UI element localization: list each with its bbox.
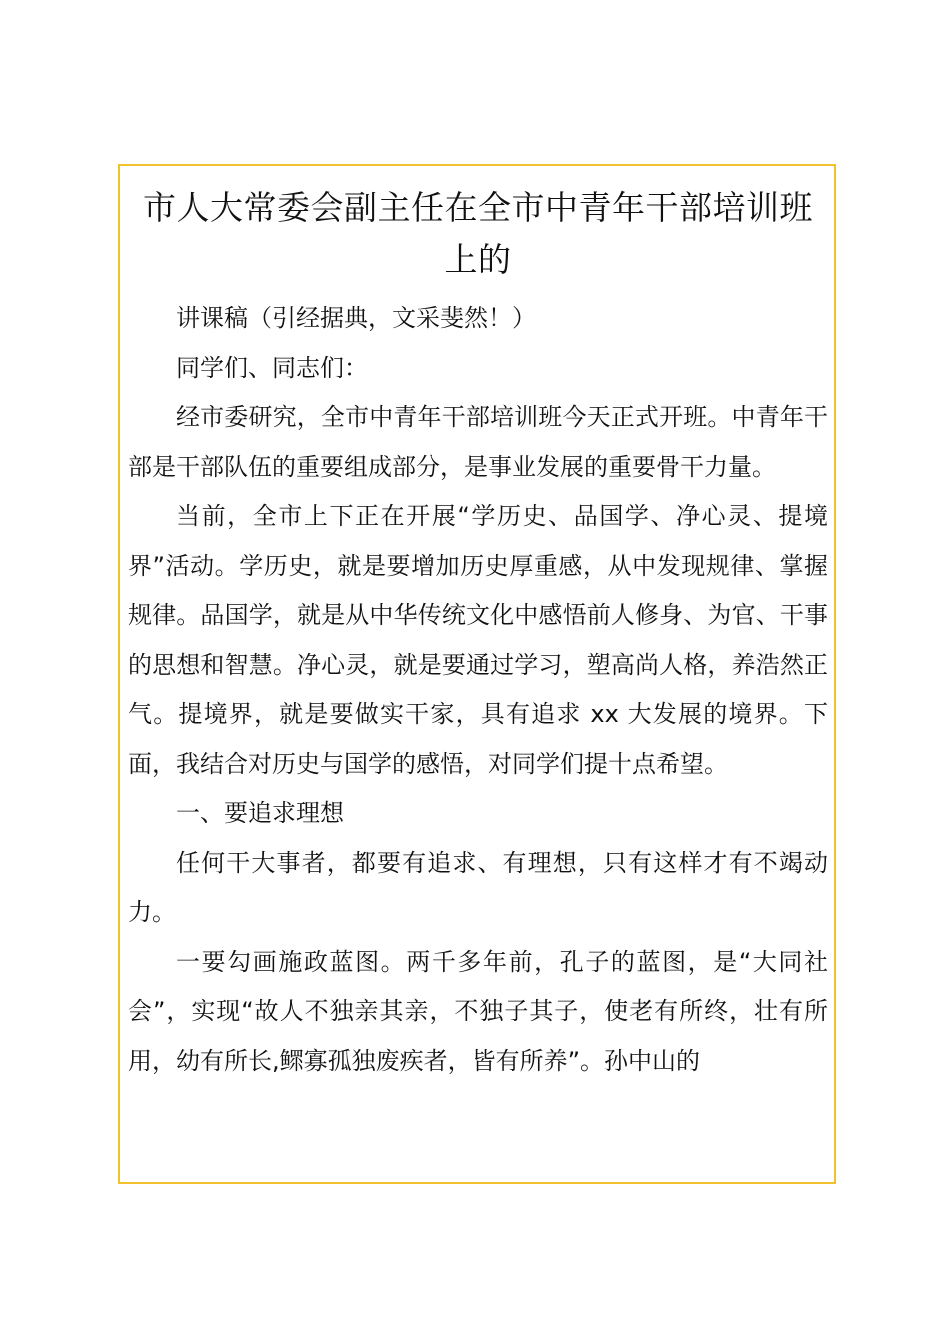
paragraph-blueprint: 一要勾画施政蓝图。两千多年前，孔子的蓝图，是“大同社会”，实现“故人不独亲其亲，不独子其子，使老有所终，壮有所用，幼有所长,鳏寡孤独废疾者，皆有所养”。孙中山的	[128, 947, 828, 1075]
paragraph-activity: 当前，全市上下正在开展“学历史、品国学、净心灵、提境界”活动。学历史，就是要增加历史厚重感，从中发现规律、掌握规律。品国学，就是从中华传统文化中感悟前人修身、为官、干事的思想和智慧。净心灵，就是要通过学习，塑高尚人格，养浩然正气。提境界，就是要做实干家，具有追求 xx 大发展的境界。下面，我结合对历史与国学的感悟，对同学们提十点希望。	[128, 502, 828, 778]
section-heading-1: 一、要追求理想	[176, 799, 344, 827]
paragraph-opening: 经市委研究，全市中青年干部培训班今天正式开班。中青年干部是干部队伍的重要组成部分，是事业发展的重要骨干力量。	[128, 403, 828, 481]
paragraph-ideals: 任何干大事者，都要有追求、有理想，只有这样才有不竭动力。	[128, 848, 828, 926]
page-frame	[118, 164, 836, 1184]
paragraph-salutation: 同学们、同志们：	[176, 353, 368, 382]
paragraph-subtitle: 讲课稿（引经据典，文采斐然！）	[176, 304, 536, 332]
document-body	[128, 182, 828, 1086]
document-title: 市人大常委会副主任在全市中青年干部培训班上的	[143, 188, 813, 279]
